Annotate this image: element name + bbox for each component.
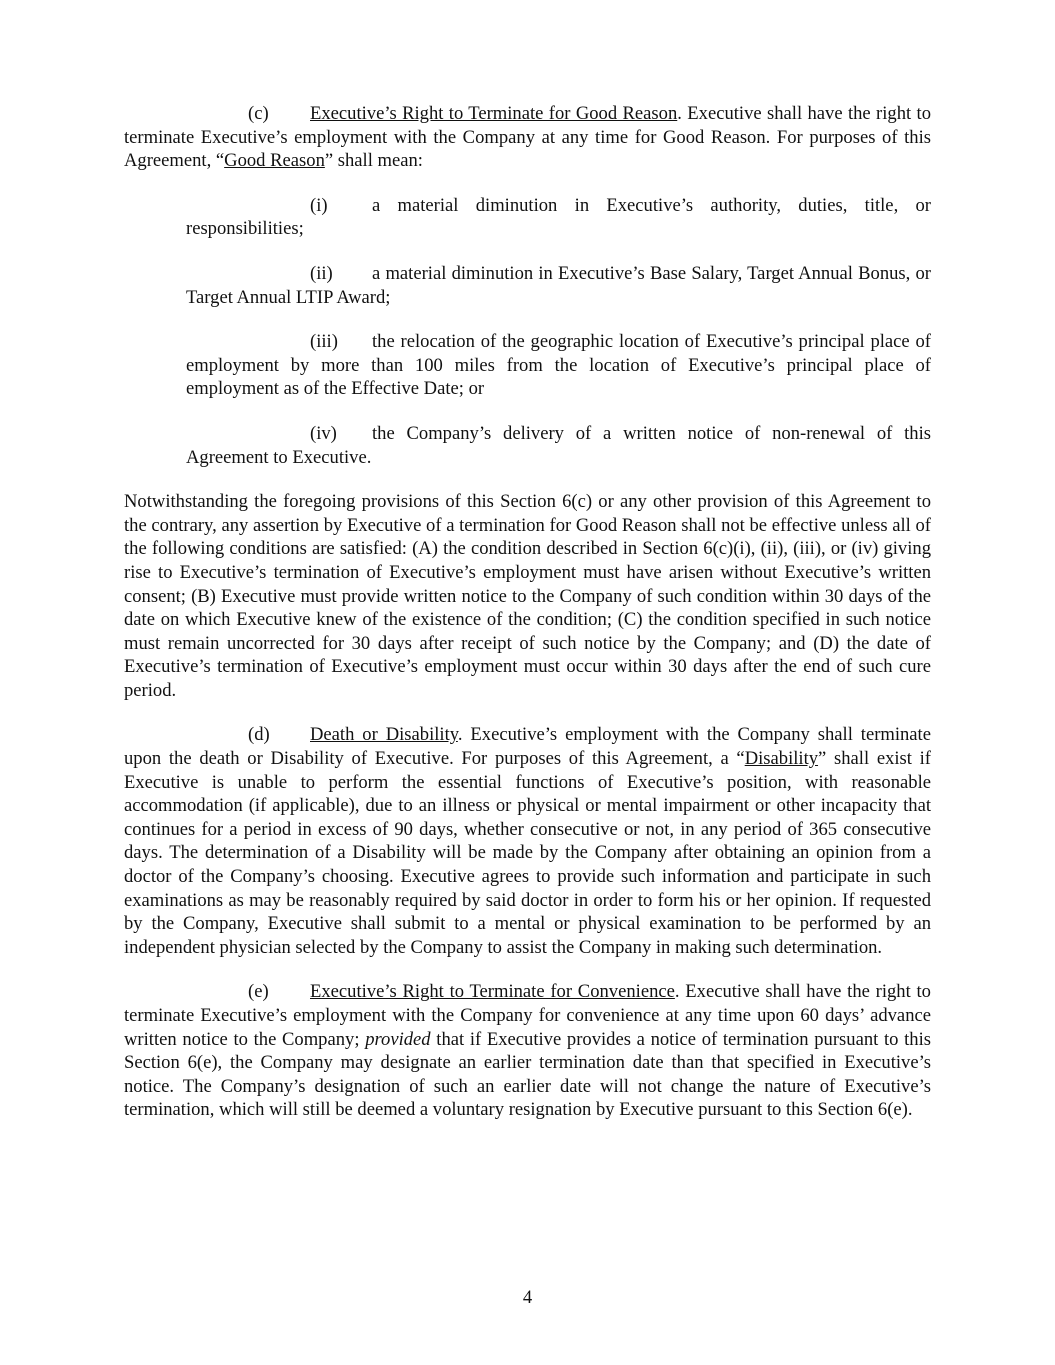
section-e-marker: (e) [248, 981, 269, 1003]
section-e-heading-period: . [674, 981, 680, 1003]
section-d-text-1: Executive’s employment with the Company shall terminate upon the death or Disability of Executive. For purposes of this Agreement, a “ [124, 724, 931, 770]
item-ii-text: a material diminution in Executive’s Base Salary, Target Annual Bonus, or Target Annual LTIP Award; [186, 262, 931, 308]
good-reason-item-i [186, 194, 931, 241]
item-i-marker: (i) [310, 194, 328, 216]
provided-term: provided [365, 1028, 431, 1050]
section-c-text-1: Executive shall have the right to terminate Executive’s employment with the Company at any time for Good Reason. For purposes of this Agreement, “ [124, 103, 931, 172]
section-c-marker: (c) [248, 103, 269, 124]
document-page [124, 102, 931, 1122]
section-c-text-2: ” shall mean: [324, 150, 423, 172]
good-reason-item-ii [186, 262, 931, 309]
good-reason-item-iii [186, 330, 931, 401]
item-iv-marker: (iv) [310, 422, 337, 444]
section-e-heading: Executive’s Right to Terminate for Convenience [310, 981, 675, 1003]
page-number: 4 [522, 1287, 533, 1308]
section-c-heading: Executive’s Right to Terminate for Good Reason [310, 103, 678, 124]
good-reason-item-iv [186, 422, 931, 469]
item-iv-text: the Company’s delivery of a written notice of non-renewal of this Agreement to Executive. [186, 422, 931, 468]
section-c-heading-period: . [677, 103, 682, 124]
disability-term: Disability [744, 748, 819, 770]
section-c-paragraph [124, 102, 931, 173]
notwithstanding-paragraph: Notwithstanding the foregoing provisions of this Section 6(c) or any other provision of this Agreement to the contrary, any assertion by Executive of a termination for Good Reason shall not be effective unless all of the following conditions are satisfied: (A) the condition described in Section 6(c)(i), (ii), (iii), or (iv) giving rise to Executive’s termination of Executive’s employment must have arisen without Executive’s written consent; (B) Executive must provide written notice to the Company of such condition within 30 days of the date on which Executive knew of the existence of the condition; (C) the condition specified in such notice must remain uncorrected for 30 days after receipt of such notice by the Company; and (D) the date of Executive’s termination of Executive’s employment must occur within 30 days after the end of such cure period. [124, 491, 931, 701]
section-e-text-1: Executive shall have the right to terminate Executive’s employment with the Company for convenience at any time upon 60 days’ advance written notice to the Company; [124, 981, 931, 1050]
item-iii-text: the relocation of the geographic location of Executive’s principal place of employment by more than 100 miles from the location of Executive’s principal place of employment as of the Effective Date; or [186, 331, 931, 400]
good-reason-term: Good Reason [224, 150, 325, 172]
item-ii-marker: (ii) [310, 262, 333, 284]
item-iii-marker: (iii) [310, 331, 338, 353]
section-d-paragraph [124, 723, 931, 959]
section-d-text-2: ” shall exist if Executive is unable to perform the essential functions of Executive’s position, with reasonable accommodation (if applicable), due to an illness or physical or mental impairment or other incapacity that continues for a period in excess of 90 days, whether consecutive or not, in any period of 365 consecutive days. The determination of a Disability will be made by the Company after obtaining an opinion from a doctor of the Company’s choosing. Executive agrees to provide such information and participate in such examinations as may be reasonably required by said doctor in order to form his or her opinion. If requested by the Company, Executive shall submit to a mental or physical examination to be performed by an independent physician selected by the Company to assist the Company in making such determination. [124, 748, 931, 958]
section-d-marker: (d) [248, 724, 270, 746]
section-d-heading-period: . [457, 724, 463, 746]
section-d-heading: Death or Disability [310, 724, 458, 746]
section-e-text-2: that if Executive provides a notice of termination pursuant to this Section 6(e), the Company may designate an earlier termination date than that specified in Executive’s notice. The Company’s designation of such an earlier date will not change the nature of Executive’s termination, which will still be deemed a voluntary resignation by Executive pursuant to this Section 6(e). [124, 1028, 931, 1121]
section-e-paragraph [124, 980, 931, 1122]
item-i-text: a material diminution in Executive’s authority, duties, title, or responsibilities; [186, 194, 931, 240]
